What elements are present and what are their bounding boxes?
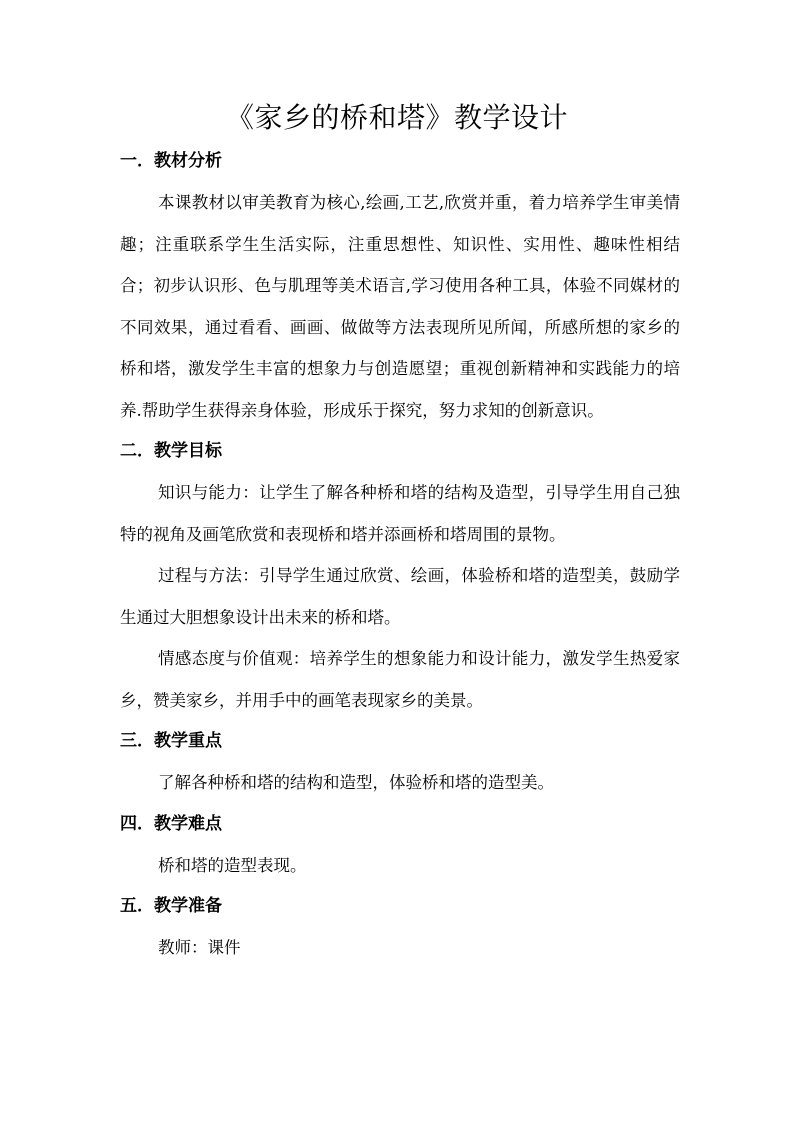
section-heading: 五．教学准备 — [120, 896, 222, 916]
section-heading: 四．教学难点 — [120, 813, 222, 834]
paragraph: 知识与能力：让学生了解各种桥和塔的结构及造型，引导学生用自己独特的视角及画笔欣赏和表现桥和塔并添画桥和塔周围的景物。 — [120, 483, 680, 544]
paragraph: 教师：课件 — [158, 938, 241, 957]
section-heading: 一．教材分析 — [120, 151, 222, 171]
section-heading: 三．教学重点 — [120, 731, 222, 751]
document-title: 《家乡的桥和塔》教学设计 — [225, 101, 568, 134]
section-heading: 二．教学目标 — [120, 441, 222, 461]
section-teaching-goals — [120, 431, 680, 721]
paragraph: 过程与方法：引导学生通过欣赏、绘画，体验桥和塔的造型美，鼓励学生通过大胆想象设计出未来的桥和塔。 — [120, 566, 680, 627]
section-textbook-analysis — [120, 141, 680, 431]
section-teaching-difficulty — [120, 804, 680, 887]
paragraph: 情感态度与价值观：培养学生的想象能力和设计能力，激发学生热爱家乡，赞美家乡，并用手中的画笔表现家乡的美景。 — [120, 649, 680, 710]
paragraph: 了解各种桥和塔的结构和造型，体验桥和塔的造型美。 — [158, 773, 554, 792]
document-body — [120, 141, 680, 969]
section-teaching-focus — [120, 721, 680, 804]
section-teaching-preparation — [120, 886, 680, 969]
paragraph: 本课教材以审美教育为核心,绘画,工艺,欣赏并重，着力培养学生审美情趣；注重联系学生生活实际，注重思想性、知识性、实用性、趣味性相结合；初步认识形、色与肌理等美术语言,学习使用各种工具，体验不同媒材的不同效果，通过看看、画画、做做等方法表现所见所闻，所感所想的家乡的桥和塔，激发学生丰富的想象力与创造愿望；重视创新精神和实践能力的培养.帮助学生获得亲身体验，形成乐于探究，努力求知的创新意识。 — [120, 193, 680, 420]
paragraph: 桥和塔的造型表现。 — [158, 855, 307, 875]
